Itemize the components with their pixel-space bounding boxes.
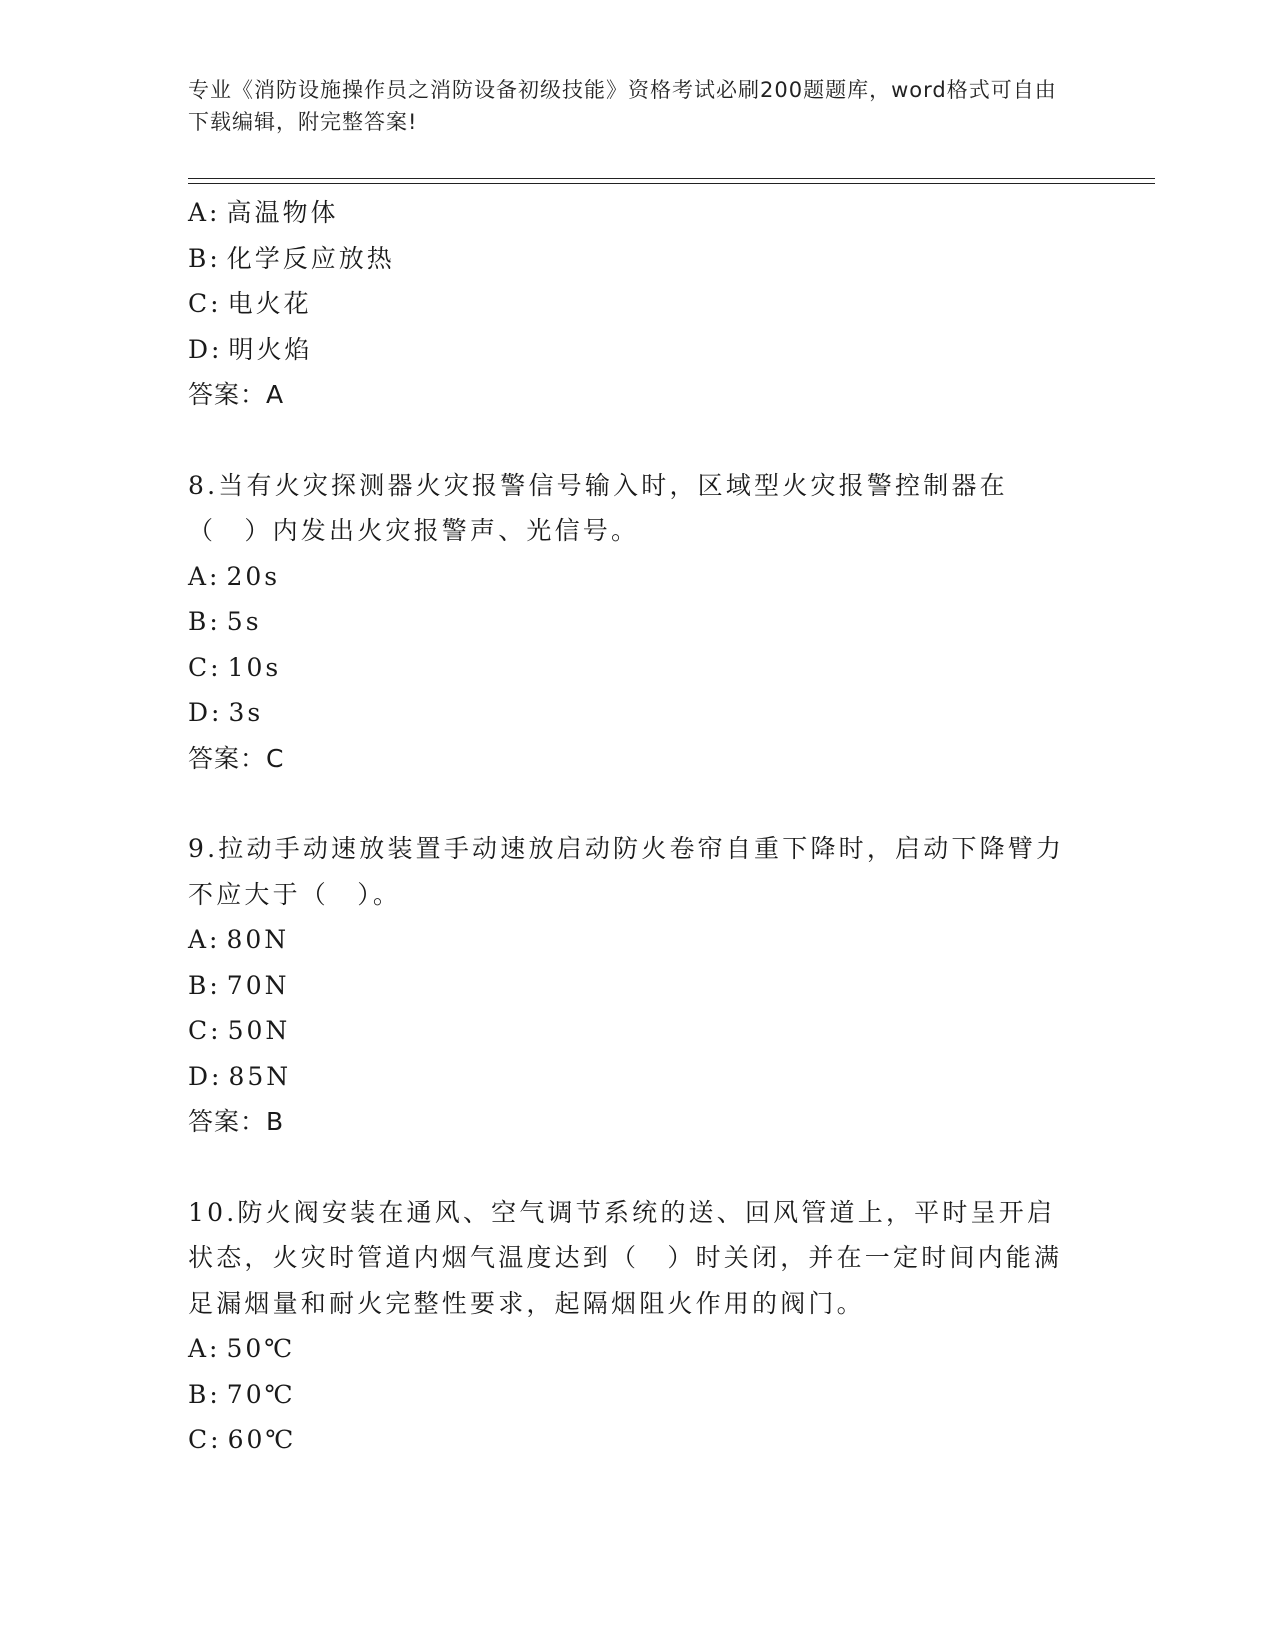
option-a: A: 20s: [188, 561, 281, 591]
question-text: 8.当有火灾探测器火灾报警信号输入时，区域型火灾报警控制器在（ ）内发出火灾报警声、光信号。: [188, 470, 1008, 545]
option-c: C: 10s: [188, 652, 282, 682]
question-8: [188, 463, 1088, 782]
option-c: C: 电火花: [188, 289, 312, 318]
header-divider-top: [188, 178, 1155, 179]
question-9: [188, 826, 1088, 1145]
question-text: 10.防火阀安装在通风、空气调节系统的送、回风管道上，平时呈开启状态，火灾时管道内烟气温度达到（ ）时关闭，并在一定时间内能满足漏烟量和耐火完整性要求，起隔烟阻火作用的阀门。: [188, 1197, 1063, 1318]
option-b: B: 化学反应放热: [188, 243, 395, 273]
answer-line: 答案：C: [188, 743, 285, 773]
document-header: 专业《消防设施操作员之消防设备初级技能》资格考试必刷200题题库，word格式可自由下载编辑，附完整答案!: [188, 78, 1057, 134]
question-text: 9.拉动手动速放装置手动速放启动防火卷帘自重下降时，启动下降臂力不应大于（ ）。: [188, 834, 1065, 909]
option-b: B: 70N: [188, 970, 290, 1000]
question-10: [188, 1190, 1088, 1463]
option-a: A: 50℃: [188, 1334, 296, 1363]
answer-line: 答案：B: [188, 1107, 285, 1136]
option-a: A: 80N: [188, 925, 290, 954]
document-body: [188, 190, 1088, 1463]
option-c: C: 60℃: [188, 1425, 297, 1454]
option-a: A: 高温物体: [188, 198, 339, 227]
option-d: D: 3s: [188, 698, 264, 727]
option-b: B: 5s: [188, 607, 262, 636]
carryover-question: [188, 190, 1088, 418]
answer-line: 答案：A: [188, 380, 285, 409]
option-b: B: 70℃: [188, 1379, 296, 1409]
option-c: C: 50N: [188, 1016, 291, 1045]
option-d: D: 明火焰: [188, 334, 313, 364]
header-divider-bottom: [188, 183, 1155, 184]
option-d: D: 85N: [188, 1061, 292, 1091]
